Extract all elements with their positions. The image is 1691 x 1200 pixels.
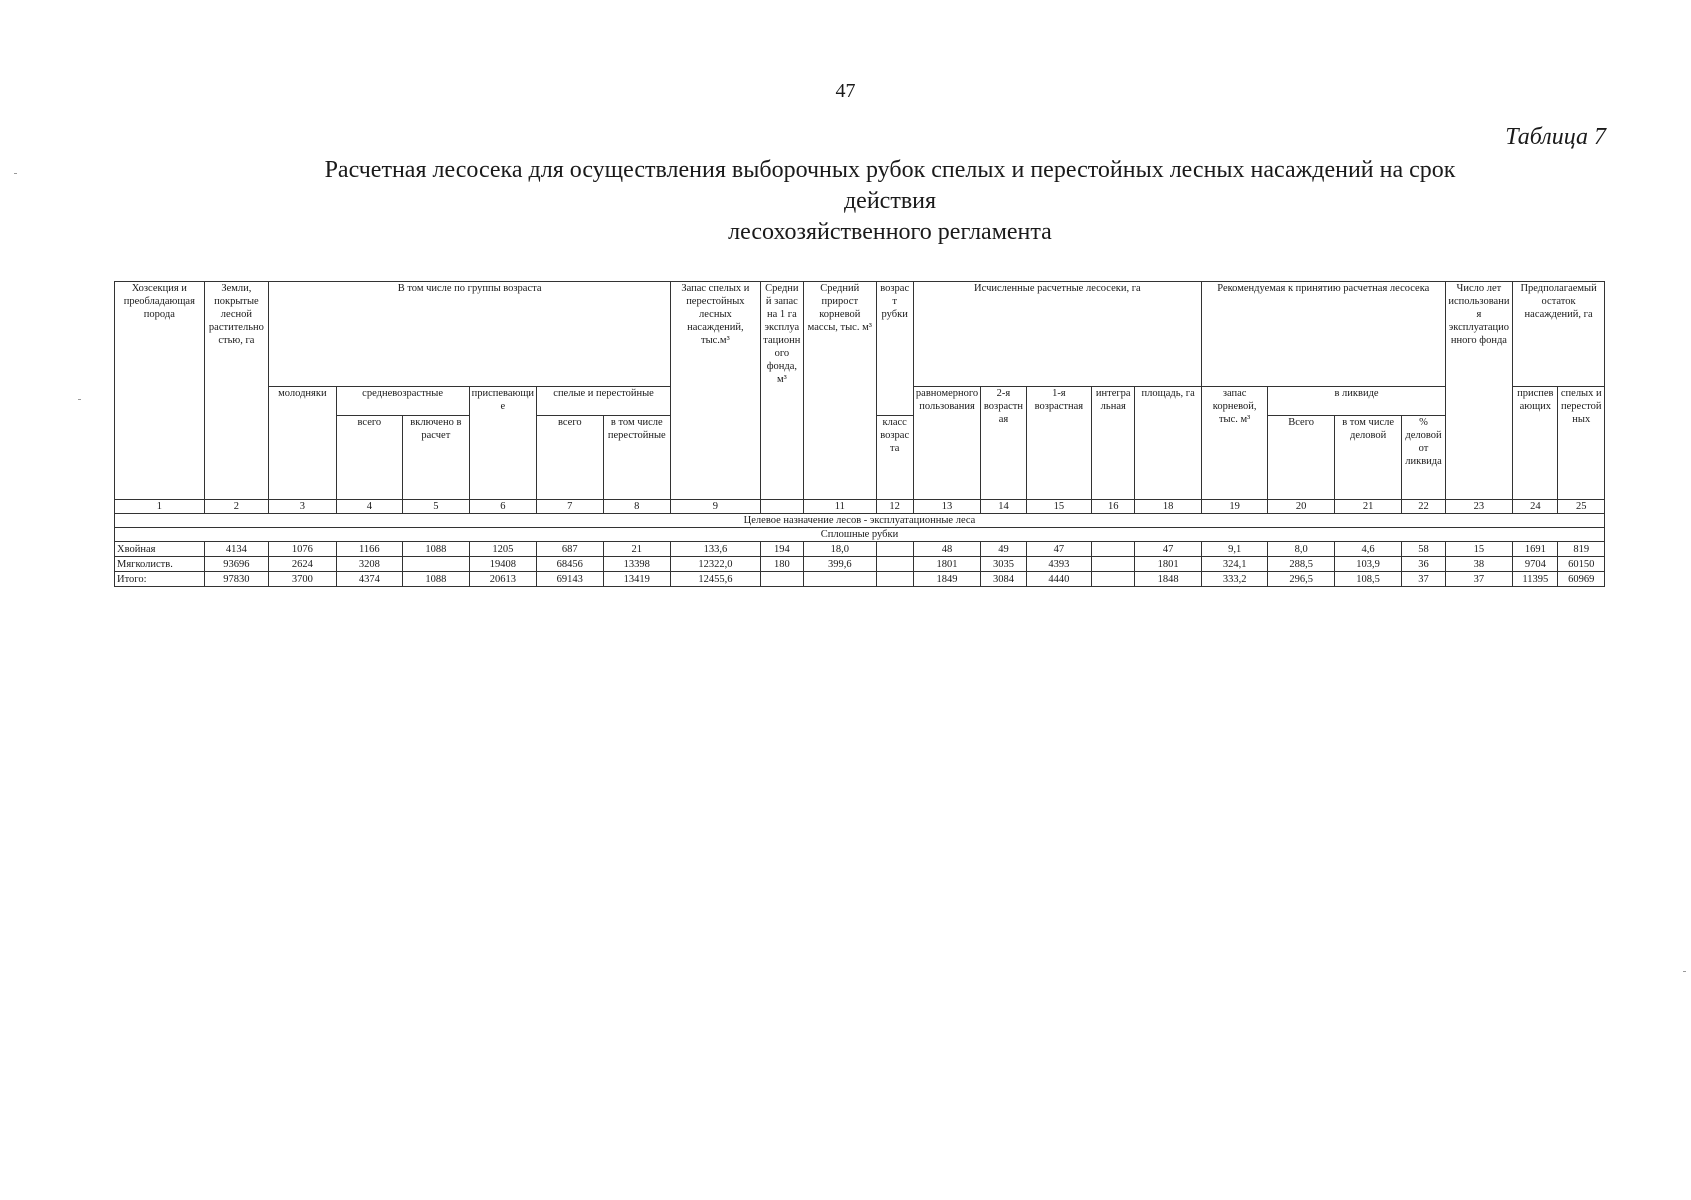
table-cell: 58 xyxy=(1402,542,1445,557)
table-cell: 1088 xyxy=(403,542,469,557)
column-number: 3 xyxy=(269,500,336,514)
table-cell: 21 xyxy=(603,542,671,557)
header-calc-cuttings: Исчисленные расчетные лесосеки, га xyxy=(913,282,1201,387)
table-cell: 37 xyxy=(1445,572,1512,587)
header-middle-total: всего xyxy=(336,416,402,500)
table-cell: 288,5 xyxy=(1268,557,1334,572)
header-age-groups: В том числе по группы возраста xyxy=(269,282,671,387)
header-age-class: класс возраста xyxy=(876,416,913,500)
table-cell: 12322,0 xyxy=(671,557,761,572)
table-cell: 324,1 xyxy=(1201,557,1267,572)
scan-speck xyxy=(14,173,17,174)
table-cell: 133,6 xyxy=(671,542,761,557)
column-number: 14 xyxy=(981,500,1026,514)
column-number: 11 xyxy=(804,500,877,514)
column-number: 18 xyxy=(1135,500,1202,514)
table-cell: 20613 xyxy=(469,572,536,587)
table-cell: 38 xyxy=(1445,557,1512,572)
table-cell: 687 xyxy=(537,542,603,557)
table-cell: 103,9 xyxy=(1334,557,1401,572)
row-species: Мягколиств. xyxy=(115,557,205,572)
header-young: молодняки xyxy=(269,387,336,500)
column-number: 12 xyxy=(876,500,913,514)
table-cell xyxy=(1092,557,1135,572)
table-cell: 93696 xyxy=(204,557,268,572)
header-second-age: 2-я возрастная xyxy=(981,387,1026,500)
header-first-age: 1-я возрастная xyxy=(1026,387,1091,500)
column-number: 19 xyxy=(1201,500,1267,514)
page-number: 47 xyxy=(835,80,856,102)
table-cell: 1848 xyxy=(1135,572,1202,587)
column-number: 13 xyxy=(913,500,980,514)
table-cell: 36 xyxy=(1402,557,1445,572)
column-number: 5 xyxy=(403,500,469,514)
table-cell: 18,0 xyxy=(804,542,877,557)
row-species: Итого: xyxy=(115,572,205,587)
table-row xyxy=(115,557,1605,572)
header-land-area: Земли, покрытые лесной растительностью, га xyxy=(204,282,268,500)
column-number: 9 xyxy=(671,500,761,514)
table-cell: 3084 xyxy=(981,572,1026,587)
table-cell: 296,5 xyxy=(1268,572,1334,587)
column-number: 4 xyxy=(336,500,402,514)
column-number: 23 xyxy=(1445,500,1512,514)
table-cell: 399,6 xyxy=(804,557,877,572)
table-cell: 4393 xyxy=(1026,557,1091,572)
header-maturing: приспевающие xyxy=(469,387,536,500)
table-cell: 9,1 xyxy=(1201,542,1267,557)
table-cell: 1801 xyxy=(913,557,980,572)
scan-speck xyxy=(78,399,81,400)
table-cell: 1076 xyxy=(269,542,336,557)
header-mature-incl-overmature: в том числе перестойные xyxy=(603,416,671,500)
table-cell: 12455,6 xyxy=(671,572,761,587)
table-cell: 108,5 xyxy=(1334,572,1401,587)
header-area: площадь, га xyxy=(1135,387,1202,500)
table-cell: 333,2 xyxy=(1201,572,1267,587)
table-cell: 97830 xyxy=(204,572,268,587)
header-avg-growth: Средний прирост корневой массы, тыс. м³ xyxy=(804,282,877,500)
table-cell: 1801 xyxy=(1135,557,1202,572)
header-rem-mature: спелых и перестойных xyxy=(1558,387,1605,500)
column-number xyxy=(760,500,803,514)
column-number: 24 xyxy=(1513,500,1558,514)
table-cell: 1088 xyxy=(403,572,469,587)
header-liquid-total: Всего xyxy=(1268,416,1334,500)
title-line-3: лесохозяйственного регламента xyxy=(728,219,1052,245)
table-cell: 819 xyxy=(1558,542,1605,557)
table-cell: 69143 xyxy=(537,572,603,587)
table-row xyxy=(115,572,1605,587)
header-liquid-business: в том числе деловой xyxy=(1334,416,1401,500)
table-cell: 4374 xyxy=(336,572,402,587)
table-cell: 4440 xyxy=(1026,572,1091,587)
table-cell xyxy=(804,572,877,587)
column-number: 22 xyxy=(1402,500,1445,514)
table-label: Таблица 7 xyxy=(1505,124,1606,150)
table-cell: 13419 xyxy=(603,572,671,587)
table-cell: 1691 xyxy=(1513,542,1558,557)
header-mature-total: всего xyxy=(537,416,603,500)
table-cell xyxy=(1092,572,1135,587)
table-cell: 194 xyxy=(760,542,803,557)
column-number: 8 xyxy=(603,500,671,514)
table-cell: 9704 xyxy=(1513,557,1558,572)
column-number: 6 xyxy=(469,500,536,514)
table-cell: 15 xyxy=(1445,542,1512,557)
header-remainder: Предполагаемый остаток насаждений, га xyxy=(1513,282,1605,387)
table-cell: 3208 xyxy=(336,557,402,572)
header-stock-mature: Запас спелых и перестойных лесных насаждений, тыс.м³ xyxy=(671,282,761,500)
header-uniform-use: равномерного пользования xyxy=(913,387,980,500)
table-cell: 3700 xyxy=(269,572,336,587)
section-cut-type: Сплошные рубки xyxy=(115,528,1605,542)
table-cell xyxy=(1092,542,1135,557)
title-line-2: действия xyxy=(843,188,937,214)
header-middle-included: включено в расчет xyxy=(403,416,469,500)
section-purpose: Целевое назначение лесов - эксплуатационные леса xyxy=(115,514,1605,528)
column-number: 20 xyxy=(1268,500,1334,514)
scan-speck xyxy=(1683,971,1686,972)
table-cell xyxy=(876,542,913,557)
document-title xyxy=(160,155,1620,248)
column-numbers-row xyxy=(115,500,1605,514)
table-cell xyxy=(876,557,913,572)
header-liquid: в ликвиде xyxy=(1268,387,1445,416)
table-cell: 68456 xyxy=(537,557,603,572)
table-cell: 1849 xyxy=(913,572,980,587)
table-cell: 47 xyxy=(1026,542,1091,557)
table-cell xyxy=(876,572,913,587)
header-middle-aged: средневозрастные xyxy=(336,387,469,416)
table-cell: 1205 xyxy=(469,542,536,557)
column-number: 2 xyxy=(204,500,268,514)
table-cell: 60150 xyxy=(1558,557,1605,572)
header-integral: интегральная xyxy=(1092,387,1135,500)
title-line-1: Расчетная лесосека для осуществления выборочных рубок спелых и перестойных лесных насаждений на срок xyxy=(324,157,1456,183)
header-recommended: Рекомендуемая к принятию расчетная лесосека xyxy=(1201,282,1445,387)
column-number: 21 xyxy=(1334,500,1401,514)
header-root-stock: запас корневой, тыс. м³ xyxy=(1201,387,1267,500)
column-number: 25 xyxy=(1558,500,1605,514)
column-number: 15 xyxy=(1026,500,1091,514)
table-cell: 2624 xyxy=(269,557,336,572)
table-cell: 1166 xyxy=(336,542,402,557)
header-avg-stock: Средний запас на 1 га эксплуатационного фонда, м³ xyxy=(760,282,803,500)
header-rem-maturing: приспевающих xyxy=(1513,387,1558,500)
table-cell: 47 xyxy=(1135,542,1202,557)
cutting-table xyxy=(114,281,1605,587)
header-cutting-age: возраст рубки xyxy=(876,282,913,416)
table-row xyxy=(115,542,1605,557)
table-cell: 37 xyxy=(1402,572,1445,587)
row-species: Хвойная xyxy=(115,542,205,557)
table-cell: 4,6 xyxy=(1334,542,1401,557)
column-number: 7 xyxy=(537,500,603,514)
header-business-pct: % деловой от ликвида xyxy=(1402,416,1445,500)
table-cell: 180 xyxy=(760,557,803,572)
header-species: Хозсекция и преобладающая порода xyxy=(115,282,205,500)
table-cell xyxy=(403,557,469,572)
table-cell: 48 xyxy=(913,542,980,557)
header-years-use: Число лет использования эксплуатационного фонда xyxy=(1445,282,1512,500)
column-number: 1 xyxy=(115,500,205,514)
table-cell: 49 xyxy=(981,542,1026,557)
table-cell xyxy=(760,572,803,587)
table-cell: 4134 xyxy=(204,542,268,557)
table-cell: 3035 xyxy=(981,557,1026,572)
table-cell: 19408 xyxy=(469,557,536,572)
table-cell: 60969 xyxy=(1558,572,1605,587)
table-cell: 11395 xyxy=(1513,572,1558,587)
header-mature-overmature: спелые и перестойные xyxy=(537,387,671,416)
table-cell: 13398 xyxy=(603,557,671,572)
column-number: 16 xyxy=(1092,500,1135,514)
table-cell: 8,0 xyxy=(1268,542,1334,557)
